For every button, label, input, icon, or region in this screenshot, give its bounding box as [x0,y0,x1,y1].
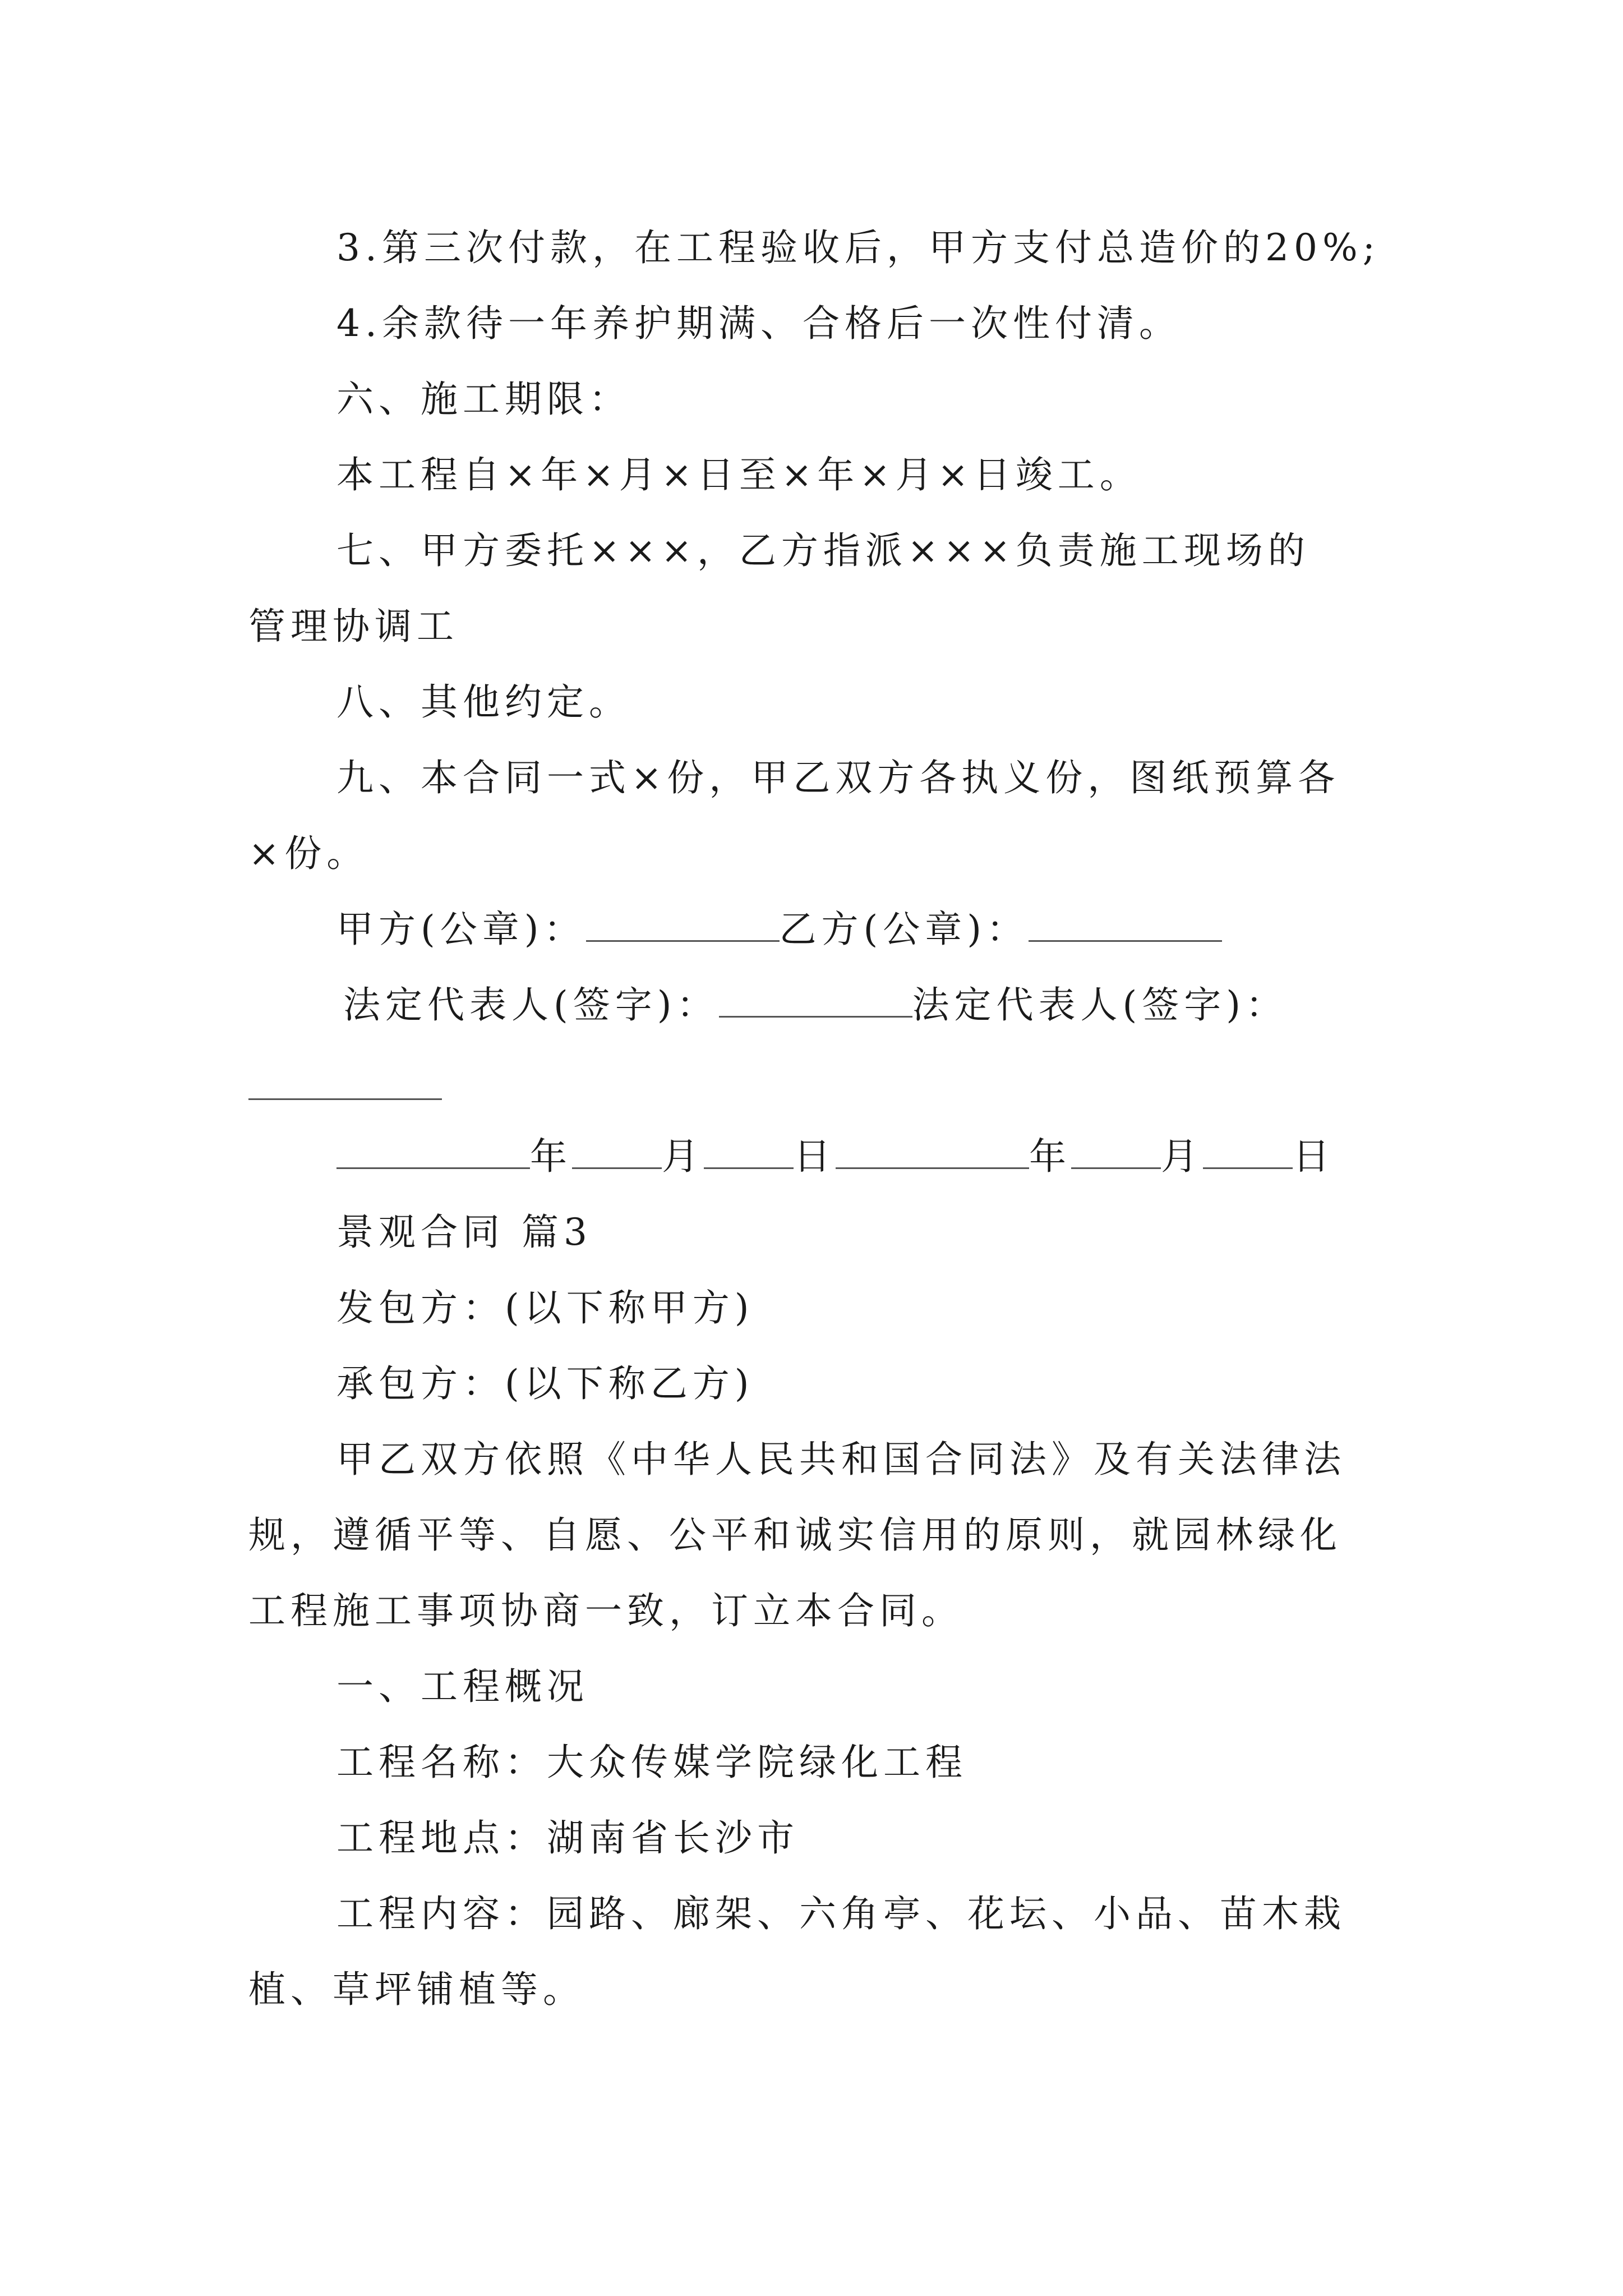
paragraph-line: 七、甲方委托×××，乙方指派×××负责施工现场的 [336,529,1310,572]
party-a-seal-blank [586,908,780,942]
paragraph-line: 工程内容：园路、廊架、六角亭、花坛、小品、苗木栽 [336,1892,1346,1935]
rep-b-label: 法定代表人(签字)： [912,983,1288,1027]
date-a-year-blank [336,1135,530,1169]
paragraph-line: 4.余款待一年养护期满、合格后一次性付清。 [336,302,1181,345]
representative-line [343,983,1288,1028]
paragraph-line: ×份。 [248,832,369,875]
rep-b-blank [248,1098,442,1100]
paragraph-line: 本工程自×年×月×日至×年×月×日竣工。 [336,453,1142,496]
paragraph-line: 一、工程概况 [336,1665,589,1708]
rep-a-blank [719,983,912,1018]
day-label: 日 [1293,1135,1335,1178]
paragraph-line: 工程施工事项协商一致，订立本合同。 [248,1589,963,1632]
date-b-year-blank [836,1135,1029,1169]
paragraph-line: 植、草坪铺植等。 [248,1968,585,2011]
section-heading: 景观合同 篇3 [336,1211,592,1254]
paragraph-line: 八、其他约定。 [336,680,631,724]
party-a-seal-label: 甲方(公章)： [336,908,586,951]
month-label: 月 [662,1135,704,1178]
date-a-month-blank [572,1135,662,1169]
date-b-month-blank [1071,1135,1161,1169]
paragraph-line: 工程地点：湖南省长沙市 [336,1816,799,1860]
party-b-seal-label: 乙方(公章)： [779,908,1029,951]
date-line [336,1134,1335,1179]
date-a-day-blank [704,1135,794,1169]
paragraph-line: 管理协调工 [248,605,459,648]
seal-line [336,907,1222,952]
paragraph-line: 规，遵循平等、自愿、公平和诚实信用的原则，就园林绿化 [248,1513,1342,1557]
rep-a-label: 法定代表人(签字)： [343,983,719,1027]
paragraph-line: 甲乙双方依照《中华人民共和国合同法》及有关法律法 [336,1438,1346,1481]
party-b-seal-blank [1029,908,1222,942]
paragraph-line: 发包方：(以下称甲方) [336,1286,754,1329]
date-b-day-blank [1203,1135,1293,1169]
paragraph-line: 3.第三次付款，在工程验收后，甲方支付总造价的20%; [336,226,1380,269]
day-label: 日 [794,1135,836,1178]
paragraph-line: 九、本合同一式×份，甲乙双方各执义份，图纸预算各 [336,756,1340,799]
paragraph-line: 承包方：(以下称乙方) [336,1362,754,1405]
paragraph-line: 工程名称：大众传媒学院绿化工程 [336,1741,967,1784]
year-label: 年 [530,1135,572,1178]
paragraph-line: 六、施工期限： [336,378,631,421]
year-label: 年 [1029,1135,1071,1178]
month-label: 月 [1161,1135,1203,1178]
